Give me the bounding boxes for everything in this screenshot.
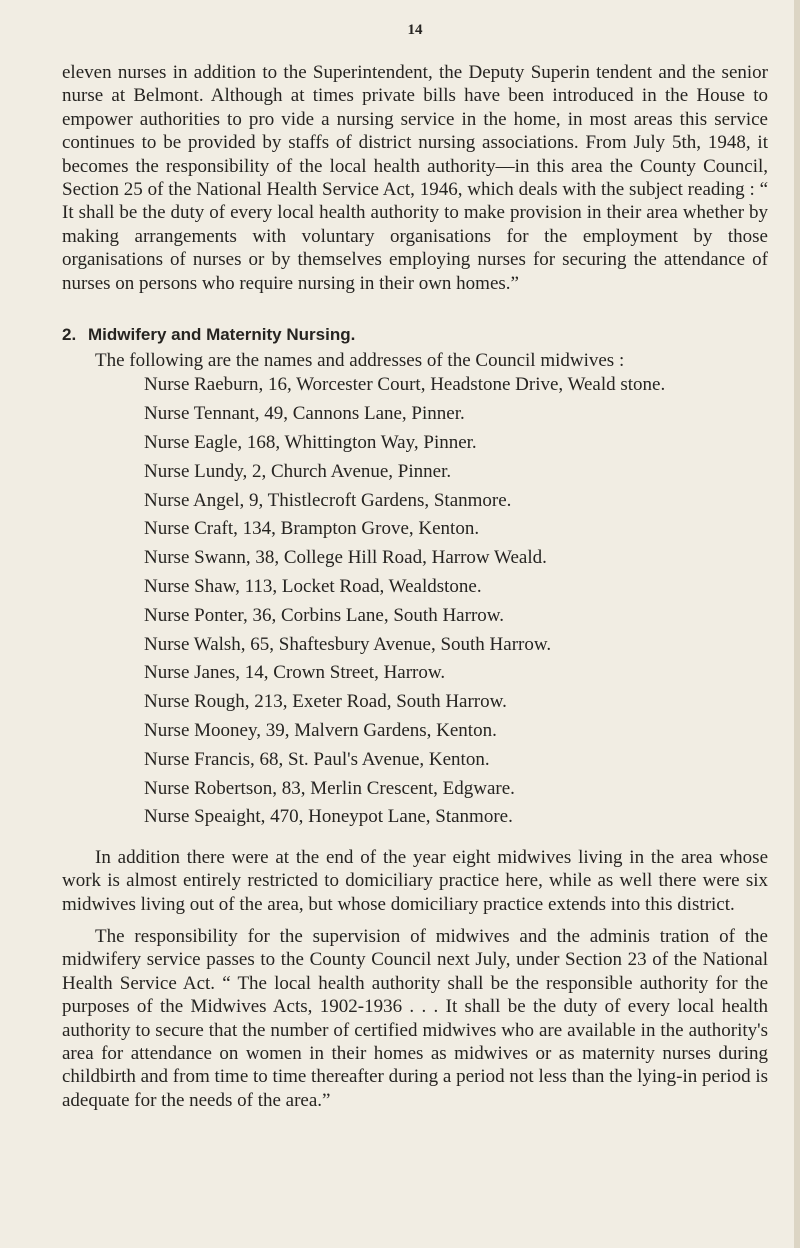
midwives-intro: The following are the names and addresses of the Council midwives : — [95, 350, 625, 372]
list-item: Nurse Francis, 68, St. Paul's Avenue, Kenton. — [144, 748, 490, 770]
section-number: 2. — [62, 325, 77, 345]
page-edge — [794, 0, 800, 1248]
list-item: Nurse Walsh, 65, Shaftesbury Avenue, South Harrow. — [144, 633, 552, 655]
paragraph-district-nursing: eleven nurses in addition to the Superintendent, the Deputy Superin tendent and the senior nurse at Belmont. Although at times private bills have been introduced in the House to empower authorities to pro vide a nursing service in the home, in most areas this service continues to be provided by staffs of district nursing associations. From July 5th, 1948, it becomes the responsibility of the local health authority—in this area the County Council, Section 25 of the National Health Service Act, 1946, which deals with the subject reading : “ It shall be the duty of every local health authority to make provision in their area whether by making arrangements with voluntary organisations for the employment by those organisations of nurses or by themselves employing nurses for securing the attendance of nurses on persons who require nursing in their own homes.” — [62, 62, 768, 294]
list-item: Nurse Mooney, 39, Malvern Gardens, Kenton. — [144, 720, 497, 742]
list-item: Nurse Lundy, 2, Church Avenue, Pinner. — [144, 460, 452, 482]
list-item: Nurse Eagle, 168, Whittington Way, Pinner. — [144, 432, 477, 454]
document-page — [62, 20, 768, 1112]
list-item: Nurse Tennant, 49, Cannons Lane, Pinner. — [144, 403, 465, 425]
list-item: Nurse Speaight, 470, Honeypot Lane, Stanmore. — [144, 806, 513, 828]
section-heading — [62, 323, 768, 346]
paragraph-supervision: The responsibility for the supervision of midwives and the adminis tration of the midwifery service passes to the County Council next July, under Section 23 of the National Health Service Act. “ The local health authority shall be the responsible authority for the purposes of the Midwives Acts, 1902-1936 . . . It shall be the duty of every local health authority to secure that the number of certified midwives who are available in the authority's area for attendance on women in their homes as midwives or as maternity nurses during childbirth and from time to time thereafter during a period not less than the lying-in period is adequate for the needs of the area.” — [62, 926, 768, 1111]
section-title: Midwifery and Maternity Nursing. — [88, 325, 356, 345]
midwives-list — [62, 373, 768, 828]
list-item: Nurse Shaw, 113, Locket Road, Wealdstone. — [144, 576, 482, 598]
list-item: Nurse Swann, 38, College Hill Road, Harrow Weald. — [144, 547, 547, 569]
page-number: 14 — [407, 22, 423, 38]
list-item: Nurse Ponter, 36, Corbins Lane, South Harrow. — [144, 604, 505, 626]
list-item: Nurse Robertson, 83, Merlin Crescent, Edgware. — [144, 777, 515, 799]
list-item: Nurse Craft, 134, Brampton Grove, Kenton. — [144, 518, 480, 540]
list-item: Nurse Rough, 213, Exeter Road, South Harrow. — [144, 691, 507, 713]
list-item: Nurse Raeburn, 16, Worcester Court, Headstone Drive, Weald stone. — [144, 374, 666, 396]
paragraph-additional-midwives: In addition there were at the end of the year eight midwives living in the area whose work is almost entirely restricted to domiciliary practice here, while as well there were six midwives living out of the area, but whose domiciliary practice extends into this district. — [62, 846, 768, 915]
list-item: Nurse Angel, 9, Thistlecroft Gardens, Stanmore. — [144, 489, 512, 511]
list-item: Nurse Janes, 14, Crown Street, Harrow. — [144, 662, 446, 684]
